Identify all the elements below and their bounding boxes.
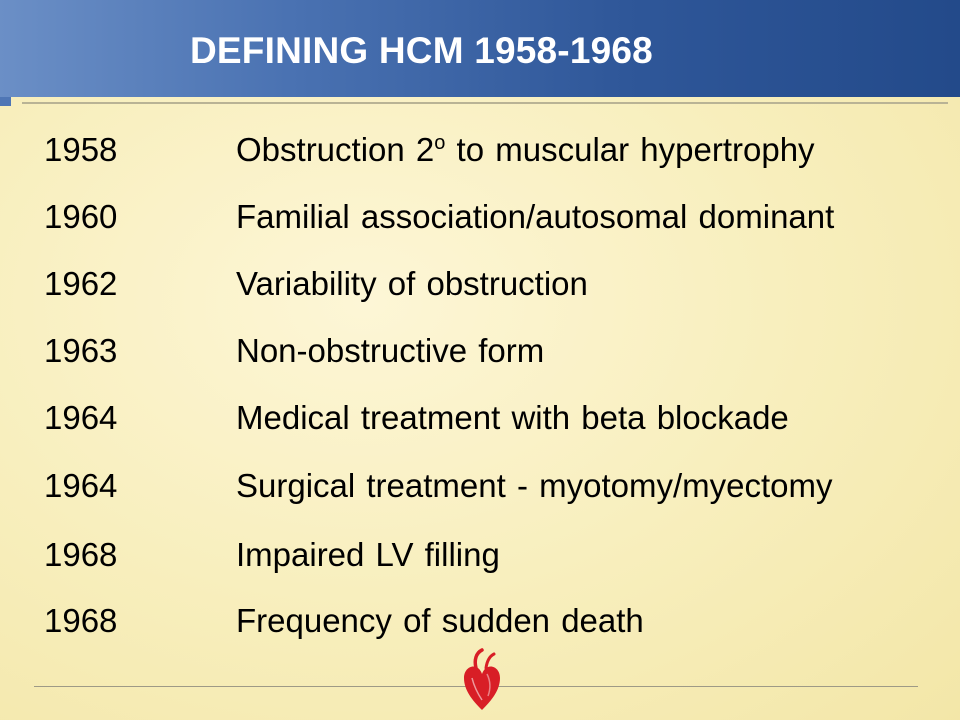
timeline-year: 1964 <box>44 399 118 436</box>
timeline-event: Medical treatment with beta blockade <box>236 399 789 436</box>
timeline-event-text: Obstruction 2 <box>236 131 435 168</box>
timeline-year: 1960 <box>44 198 118 235</box>
timeline-event <box>236 128 815 172</box>
timeline-row <box>0 464 960 508</box>
timeline-event: Frequency of sudden death <box>236 602 644 639</box>
timeline-row <box>0 128 960 172</box>
timeline-year: 1968 <box>44 536 118 573</box>
degree-superscript: o <box>434 132 446 154</box>
timeline-event: Variability of obstruction <box>236 265 588 302</box>
timeline-row <box>0 195 960 239</box>
timeline-row <box>0 533 960 577</box>
heart-icon <box>460 646 504 716</box>
timeline-row <box>0 396 960 440</box>
timeline-row <box>0 262 960 306</box>
timeline-row <box>0 329 960 373</box>
timeline-year: 1962 <box>44 265 118 302</box>
timeline-year: 1958 <box>44 131 118 168</box>
timeline-row <box>0 599 960 643</box>
slide-title: DEFINING HCM 1958-1968 <box>190 30 653 71</box>
timeline-event: Impaired LV filling <box>236 536 500 573</box>
timeline-year: 1964 <box>44 467 118 504</box>
timeline-event: Non-obstructive form <box>236 332 545 369</box>
timeline-event: Surgical treatment - myotomy/myectomy <box>236 467 833 504</box>
timeline-event-text-suffix: to muscular hypertrophy <box>445 131 815 168</box>
timeline-event: Familial association/autosomal dominant <box>236 198 835 235</box>
timeline-year: 1963 <box>44 332 118 369</box>
timeline-year: 1968 <box>44 602 118 639</box>
